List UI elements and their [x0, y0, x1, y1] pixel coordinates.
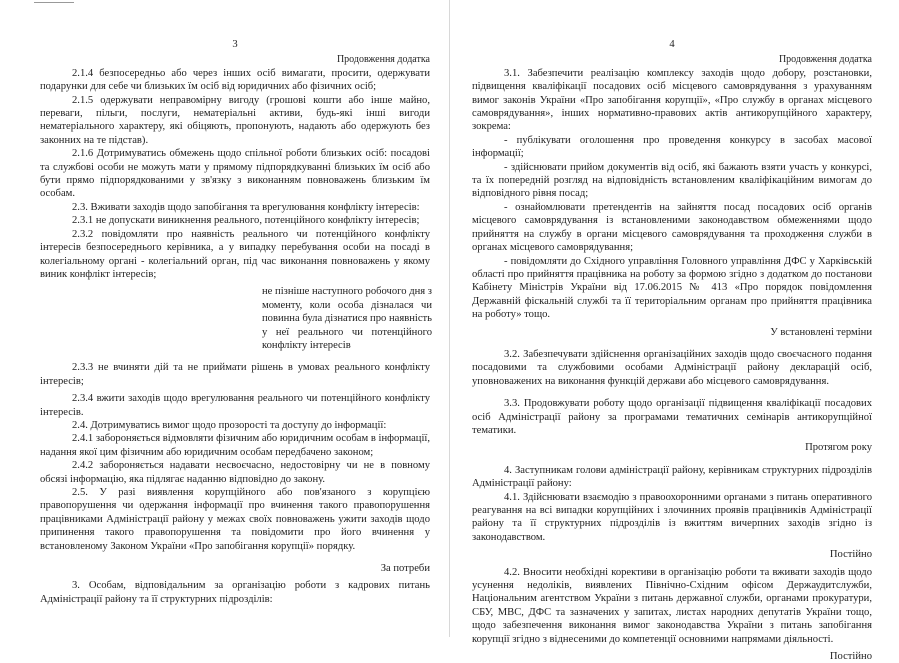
paragraph: 2.4. Дотримуватись вимог щодо прозорості та доступу до інформації: [72, 419, 387, 431]
paragraph: 2.1.6 Дотримуватись обмежень щодо спільної роботи близьких осіб: посадові та службові особи не можуть мати у прямому підпорядкуванні близьких їм осіб або бути прямо підпорядкованими у зв'язку з виконанням повноважень близьким їм особам. [40, 148, 430, 200]
paragraph: 2.4.1 забороняється відмовляти фізичним або юридичним особам в інформації, надання якої цим фізичним або юридичним особам передбачено законом; [40, 433, 430, 458]
continuation-label: Продовження додатка [778, 54, 872, 66]
paragraph: - повідомляти до Східного управління Головного управління ДФС у Харківській області про прийняття працівника на роботу за формою згідно з додатком до постанови Кабінету Міністрів України від 17.06.2015 № 413 «Про порядок повідомлення Державній фіскальній службі та її територіальним органам про прийняття працівника на роботу» тощо. [472, 255, 872, 321]
paragraph: 2.1.4 безпосередньо або через інших осіб вимагати, просити, одержувати подарунки для себе чи близьких їм осіб від юридичних або фізичних осіб; [40, 67, 430, 93]
term-label: У встановлені терміни [770, 326, 872, 338]
term-label: Постійно [829, 651, 872, 663]
page-divider [449, 0, 450, 637]
page-number: 4 [669, 39, 675, 50]
continuation-label: Продовження додатка [336, 54, 430, 66]
paragraph: 3.3. Продовжувати роботу щодо організації підвищення кваліфікації посадових осіб Адміністрації району за програмами тематичних семінарів антикорупційної тематики. [472, 398, 872, 436]
paragraph: 4. Заступникам голови адміністрації району, керівникам структурних підрозділів Адміністрації району: [472, 464, 872, 490]
term-label: За потреби [380, 563, 430, 575]
paragraph: 4.2. Вносити необхідні корективи в організацію роботи та вживати заходів щодо усунення недоліків, виявлених Північно-Східним офісом Держаудитслужби, Національним агентством України з питань державної служби, органами прокуратури, СБУ, МВС, ДФС та зазначених у запитах, листах народних депутатів України тощо, щодо забезпечення виконання вимог законодавства України з питань запобігання корупції згідно з віднесеними до компетенції основними напрямами діяльності. [472, 566, 872, 645]
page-left [40, 0, 430, 637]
paragraph: 2.3.3 не вчиняти дій та не приймати рішень в умовах реального конфлікту інтересів; [40, 362, 430, 387]
page-number: 3 [232, 39, 238, 50]
paragraph: - публікувати оголошення про проведення конкурсу в засобах масової інформації; [472, 134, 872, 160]
deadline-note: не пізніше наступного робочого дня з моменту, коли особа дізналася чи повинна була дізнатися про наявність у неї реального чи потенційного конфлікту інтересів [262, 286, 432, 351]
paragraph: 2.3. Вживати заходів щодо запобігання та врегулювання конфлікту інтересів: [72, 201, 420, 213]
term-label: Постійно [829, 549, 872, 561]
paragraph: 2.1.5 одержувати неправомірну вигоду (грошові кошти або інше майно, переваги, пільги, послуги, нематеріальні активи, будь-які інші вигоди нематеріального характеру, які обіцяють, пропонують, надають або одержують без законних на те підстав). [40, 94, 430, 146]
paragraph: 3.2. Забезпечувати здійснення організаційних заходів щодо своєчасного подання посадовими та службовими особами Адміністрації району декларацій осіб, уповноважених на виконання функцій держави або місцевого самоврядування. [472, 348, 872, 387]
paragraph: 2.5. У разі виявлення корупційного або пов'язаного з корупцією правопорушення чи одержання інформації про вчинення такого правопорушення працівниками Адміністрації району у межах своїх повноважень ужити заходів щодо припинення такого правопорушення та повідомити про його вчинення у встановленому Законом України «Про запобігання корупції» порядку. [40, 487, 430, 552]
paragraph: 2.3.1 не допускати виникнення реального, потенційного конфлікту інтересів; [72, 215, 420, 227]
paragraph: 2.3.2 повідомляти про наявність реального чи потенційного конфлікту інтересів безпосереднього керівника, а у випадку перебування особи на посаді в колегіальному органі - колегіальний орган, під час виконання повноважень у якому виник конфлікт інтересів; [40, 228, 430, 280]
paragraph: - здійснювати прийом документів від осіб, які бажають взяти участь у конкурсі, та їх попередній розгляд на відповідність встановленим кваліфікаційним вимогам до відповідного рівня посад; [472, 161, 872, 200]
paragraph: 2.4.2 забороняється надавати несвоєчасно, недостовірну чи не в повному обсязі інформацію, яка підлягає наданню відповідно до закону. [40, 460, 430, 485]
paragraph: 3. Особам, відповідальним за організацію роботи з кадрових питань Адміністрації району та її структурних підрозділів: [40, 580, 430, 605]
paragraph: - ознайомлювати претендентів на зайняття посад посадових осіб органів місцевого самоврядування із встановленими законодавством обмеженнями щодо прийняття на службу в органи місцевого самоврядування та проходження служби в органах місцевого самоврядування; [472, 201, 872, 254]
paragraph: 3.1. Забезпечити реалізацію комплексу заходів щодо добору, розстановки, підвищення кваліфікації посадових осіб місцевого самоврядування з урахуванням вимог законів України «Про запобігання корупції», «Про службу в органах місцевого самоврядування», інших нормативно-правових актів антикорупційного характеру, зокрема: [472, 67, 872, 133]
paragraph: 2.3.4 вжити заходів щодо врегулювання реального чи потенційного конфлікту інтересів. [40, 393, 430, 418]
paragraph: 4.1. Здійснювати взаємодію з правоохоронними органами з питань оперативного реагування на всі випадки корупційних і злочинних проявів працівників Адміністрації району та її структурних підрозділів із вжиттям вичерпних заходів згідно із законодавством. [472, 491, 872, 543]
page-right [472, 0, 872, 663]
term-label: Протягом року [805, 442, 872, 454]
